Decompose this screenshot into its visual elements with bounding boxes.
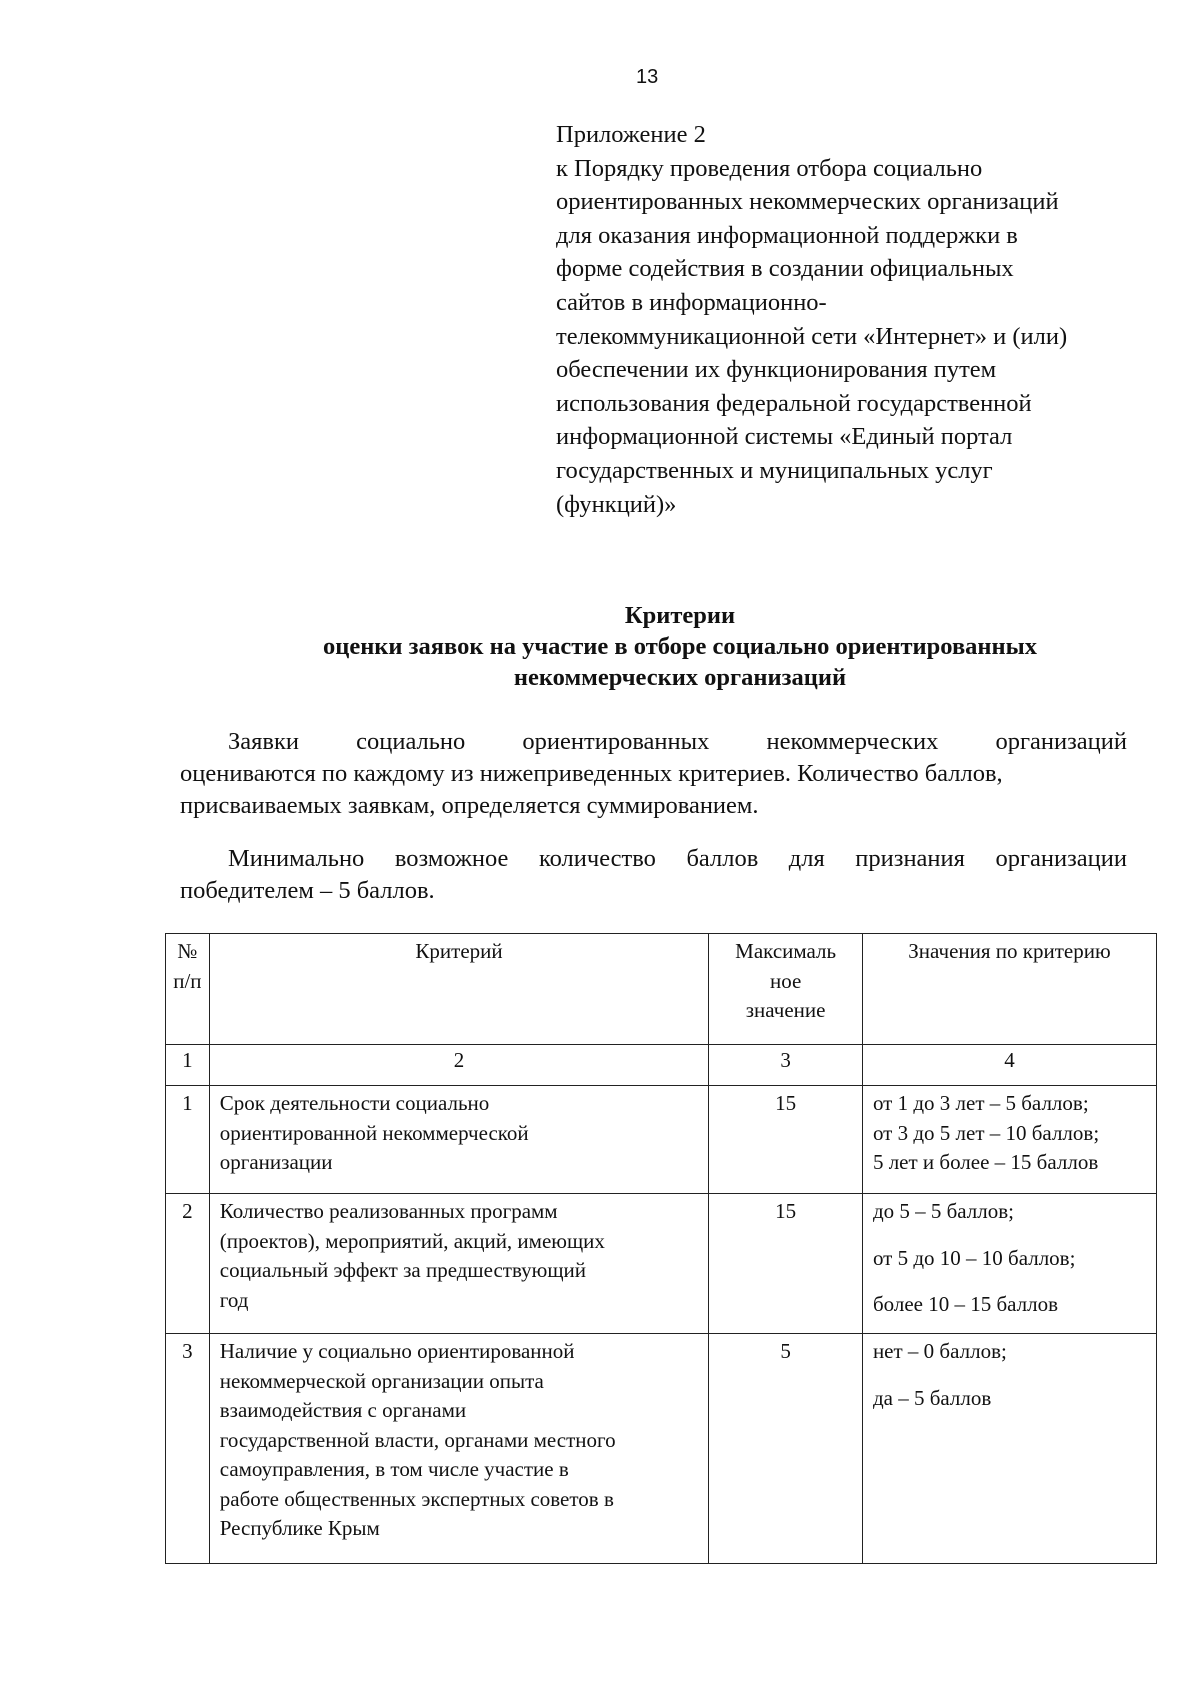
appendix-line: ориентированных некоммерческих организаций bbox=[556, 188, 1059, 216]
table-row bbox=[166, 1194, 1157, 1334]
heading-subtitle: оценки заявок на участие в отборе социально ориентированных bbox=[322, 633, 1038, 660]
appendix-line: использования федеральной государственной bbox=[556, 389, 1032, 417]
table-row bbox=[166, 1086, 1157, 1194]
header-text: ное bbox=[769, 968, 802, 993]
value-text: от 5 до 10 – 10 баллов; bbox=[872, 1245, 1076, 1270]
criterion-cell bbox=[209, 1334, 709, 1564]
values-cell bbox=[862, 1086, 1156, 1194]
criterion-text: Количество реализованных программ bbox=[219, 1199, 558, 1223]
paragraph-line: присваиваемых заявкам, определяется суммированием. bbox=[180, 792, 759, 819]
header-text: п/п bbox=[173, 968, 202, 993]
row-number: 3 bbox=[166, 1334, 210, 1564]
criterion-text: государственной власти, органами местного bbox=[219, 1427, 616, 1452]
column-number-row bbox=[166, 1045, 1157, 1086]
value-text: нет – 0 баллов; bbox=[872, 1339, 1007, 1363]
criterion-text: Наличие у социально ориентированной bbox=[219, 1339, 575, 1363]
criterion-cell bbox=[209, 1086, 709, 1194]
criterion-text: работе общественных экспертных советов в bbox=[219, 1486, 614, 1511]
value-text: от 1 до 3 лет – 5 баллов; bbox=[872, 1091, 1089, 1115]
header-text: Значения по критерию bbox=[908, 939, 1111, 963]
value-text: от 3 до 5 лет – 10 баллов; bbox=[872, 1120, 1100, 1145]
criterion-text: взаимодействия с органами bbox=[219, 1398, 467, 1422]
appendix-line: государственных и муниципальных услуг bbox=[556, 456, 993, 484]
paragraph-line: Минимально возможное количество баллов для признания организации bbox=[228, 845, 1127, 872]
criteria-table bbox=[165, 933, 1157, 1564]
criterion-text: некоммерческой организации опыта bbox=[219, 1368, 544, 1393]
header-cell-values bbox=[862, 934, 1156, 1045]
table-row bbox=[166, 1334, 1157, 1564]
values-cell bbox=[862, 1334, 1156, 1564]
criterion-text: Срок деятельности социально bbox=[219, 1091, 490, 1115]
heading-subtitle: некоммерческих организаций bbox=[513, 664, 847, 691]
minimum-score-paragraph bbox=[180, 843, 1127, 907]
value-text: до 5 – 5 баллов; bbox=[872, 1199, 1015, 1223]
header-text: значение bbox=[745, 998, 826, 1022]
appendix-line: обеспечении их функционирования путем bbox=[556, 356, 997, 384]
column-number: 2 bbox=[209, 1045, 709, 1086]
criterion-text: самоуправления, в том числе участие в bbox=[219, 1457, 569, 1481]
max-value-cell: 15 bbox=[709, 1086, 863, 1194]
appendix-line: информационной системы «Единый портал bbox=[556, 423, 1013, 451]
appendix-line: для оказания информационной поддержки в bbox=[556, 221, 1018, 249]
appendix-line: форме содействия в создании официальных bbox=[556, 255, 1014, 283]
value-text: более 10 – 15 баллов bbox=[872, 1292, 1059, 1316]
appendix-line: Приложение 2 bbox=[556, 121, 706, 148]
header-cell-criterion bbox=[209, 934, 709, 1045]
max-value-cell: 15 bbox=[709, 1194, 863, 1334]
max-value-cell: 5 bbox=[709, 1334, 863, 1564]
appendix-block bbox=[556, 118, 1156, 521]
intro-paragraph bbox=[180, 726, 1127, 822]
paragraph-line: оцениваются по каждому из нижеприведенных критериев. Количество баллов, bbox=[180, 760, 1003, 787]
column-number: 4 bbox=[862, 1045, 1156, 1086]
criterion-cell bbox=[209, 1194, 709, 1334]
appendix-line: (функций)» bbox=[556, 490, 677, 518]
header-text: № bbox=[177, 939, 198, 963]
header-text: Критерий bbox=[415, 939, 503, 963]
value-text: да – 5 баллов bbox=[872, 1385, 992, 1410]
heading-title: Критерии bbox=[624, 602, 736, 629]
page-number: 13 bbox=[636, 66, 659, 88]
appendix-line: сайтов в информационно- bbox=[556, 288, 827, 316]
paragraph-line: Заявки социально ориентированных некоммерческих организаций bbox=[228, 728, 1127, 755]
paragraph-line: победителем – 5 баллов. bbox=[180, 877, 435, 904]
criterion-text: Республике Крым bbox=[219, 1516, 380, 1540]
criterion-text: социальный эффект за предшествующий bbox=[219, 1258, 586, 1282]
values-cell bbox=[862, 1194, 1156, 1334]
table-header-row bbox=[166, 934, 1157, 1045]
column-number: 3 bbox=[709, 1045, 863, 1086]
header-text: Максималь bbox=[735, 939, 837, 963]
row-number: 2 bbox=[166, 1194, 210, 1334]
column-number: 1 bbox=[166, 1045, 210, 1086]
appendix-line: телекоммуникационной сети «Интернет» и (или) bbox=[556, 322, 1068, 350]
appendix-line: к Порядку проведения отбора социально bbox=[556, 154, 983, 182]
criterion-text: (проектов), мероприятий, акций, имеющих bbox=[219, 1228, 605, 1253]
criterion-text: ориентированной некоммерческой bbox=[219, 1120, 529, 1145]
header-cell-max bbox=[709, 934, 863, 1045]
criterion-text: год bbox=[219, 1287, 249, 1312]
value-text: 5 лет и более – 15 баллов bbox=[872, 1150, 1099, 1174]
row-number: 1 bbox=[166, 1086, 210, 1194]
header-cell-num bbox=[166, 934, 210, 1045]
criterion-text: организации bbox=[219, 1150, 333, 1174]
document-heading bbox=[180, 600, 1180, 693]
